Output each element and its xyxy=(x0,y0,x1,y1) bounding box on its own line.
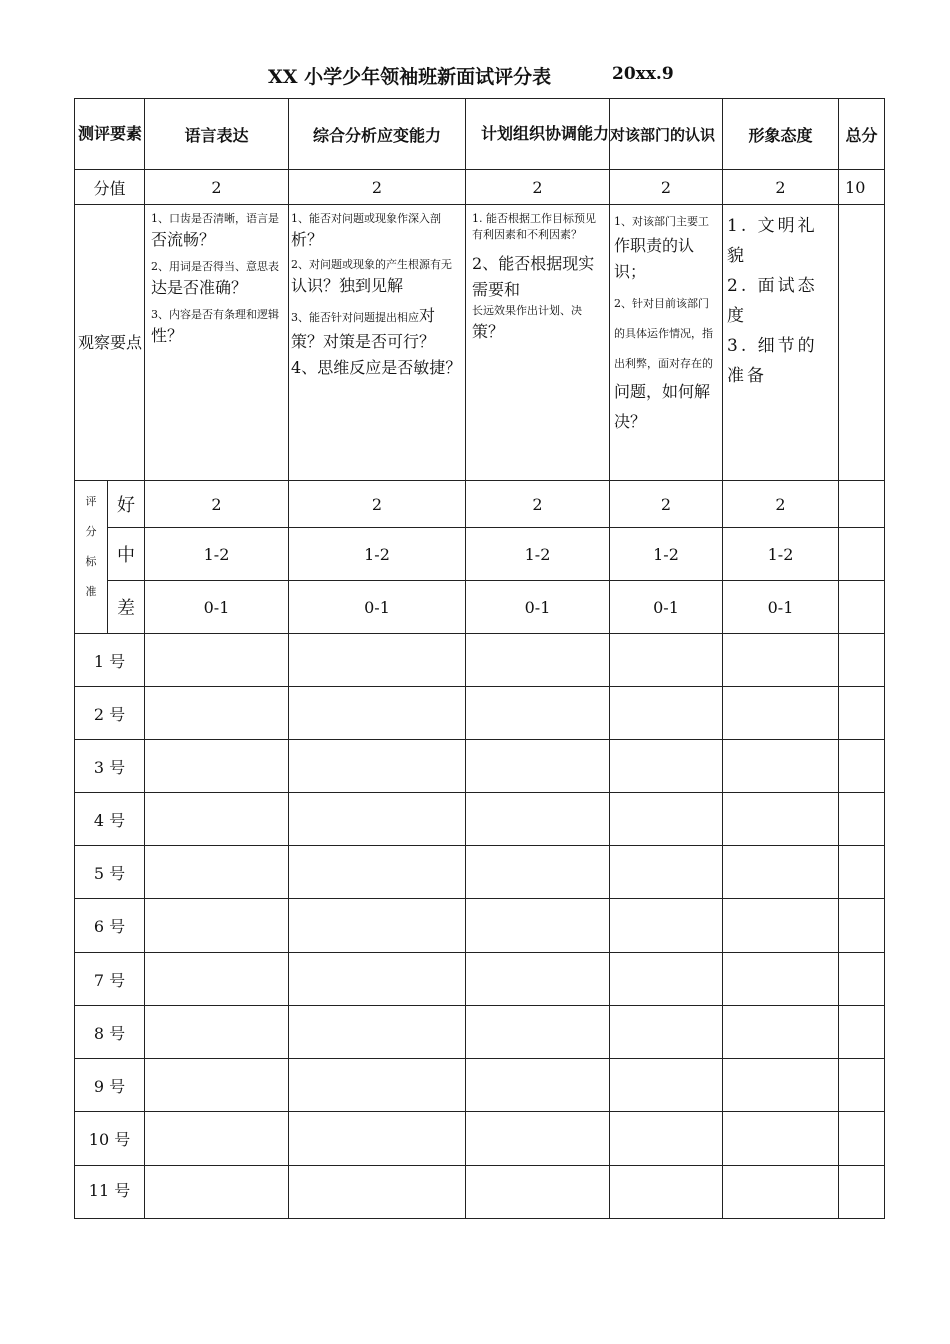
candidate-row xyxy=(75,793,885,846)
rating-level: 中 xyxy=(108,528,145,581)
obs-text: 2. 面试态度 xyxy=(727,276,818,326)
rating-label-char: 分 xyxy=(85,525,97,538)
rating-label-char: 标 xyxy=(85,555,97,568)
candidate-row xyxy=(75,1059,885,1112)
candidate-label: 9 号 xyxy=(75,1059,145,1112)
document-title xyxy=(0,62,950,90)
obs-text: 2、对问题或现象的产生根源有无 xyxy=(291,258,453,271)
candidate-row xyxy=(75,687,885,740)
rating-row-poor xyxy=(75,581,885,634)
obs-text: 3. 细节的准备 xyxy=(727,336,818,386)
score-cell[interactable] xyxy=(289,1059,466,1112)
rating-total xyxy=(839,481,885,528)
candidate-row xyxy=(75,634,885,687)
score-cell[interactable] xyxy=(466,1006,610,1059)
obs-text: 2、针对目前该部门 的具体运作情况，指 出利弊，面对存在的 xyxy=(614,297,714,370)
obs-text: 4、思维反应是否敏捷？ xyxy=(291,358,462,377)
rating-value: 2 xyxy=(289,481,466,528)
obs-text: 析？ xyxy=(291,230,324,249)
score-value: 2 xyxy=(289,170,466,205)
score-cell[interactable] xyxy=(466,846,610,899)
score-cell[interactable] xyxy=(466,740,610,793)
score-cell[interactable] xyxy=(466,1059,610,1112)
rating-value: 0-1 xyxy=(723,581,839,634)
candidate-row xyxy=(75,740,885,793)
obs-text: 1、口齿是否清晰，语言是 xyxy=(151,212,280,225)
score-cell[interactable] xyxy=(466,1112,610,1166)
obs-text: 3、内容是否有条理和逻辑 xyxy=(151,308,280,321)
rating-value: 2 xyxy=(610,481,723,528)
rating-value: 2 xyxy=(466,481,610,528)
score-cell[interactable] xyxy=(610,846,723,899)
rating-value: 1-2 xyxy=(723,528,839,581)
rating-value: 2 xyxy=(723,481,839,528)
score-cell[interactable] xyxy=(610,1006,723,1059)
score-cell[interactable] xyxy=(723,899,839,953)
rating-value: 1-2 xyxy=(466,528,610,581)
rating-value: 1-2 xyxy=(610,528,723,581)
score-cell[interactable] xyxy=(145,1006,289,1059)
total-cell[interactable] xyxy=(839,899,885,953)
header-row xyxy=(75,99,885,170)
obs-text: 1、能否对问题或现象作深入剖 xyxy=(291,212,442,225)
score-cell[interactable] xyxy=(289,953,466,1006)
candidate-label: 1 号 xyxy=(75,634,145,687)
obs-text: 问题，如何解决？ xyxy=(614,382,711,431)
total-cell[interactable] xyxy=(839,1112,885,1166)
score-cell[interactable] xyxy=(145,1112,289,1166)
obs-text: 对策？对策是否可行？ xyxy=(291,306,436,351)
rating-row-medium xyxy=(75,528,885,581)
score-cell[interactable] xyxy=(610,1112,723,1166)
header-planning: 计划组织协调能力 xyxy=(466,99,610,170)
total-cell[interactable] xyxy=(839,953,885,1006)
observation-label: 观察要点 xyxy=(75,205,145,481)
score-cell[interactable] xyxy=(145,899,289,953)
score-cell[interactable] xyxy=(466,634,610,687)
rating-value: 0-1 xyxy=(289,581,466,634)
score-cell[interactable] xyxy=(145,1166,289,1219)
rating-value: 0-1 xyxy=(610,581,723,634)
title-main: XX 小学少年领袖班新面试评分表 xyxy=(268,66,552,88)
obs-text: 3、能否针对问题提出相应 xyxy=(291,311,420,324)
obs-text: 作职责的认识； xyxy=(614,236,695,281)
obs-text: 认识？独到见解 xyxy=(291,276,404,295)
candidate-label: 3 号 xyxy=(75,740,145,793)
score-cell[interactable] xyxy=(610,1166,723,1219)
score-cell[interactable] xyxy=(466,1166,610,1219)
total-cell[interactable] xyxy=(839,687,885,740)
score-cell[interactable] xyxy=(610,1059,723,1112)
header-department: 对该部门的认识 xyxy=(610,99,723,170)
candidate-label: 5 号 xyxy=(75,846,145,899)
score-total: 10 xyxy=(839,170,885,205)
candidate-row xyxy=(75,1006,885,1059)
candidate-label: 10 号 xyxy=(75,1112,145,1166)
score-cell[interactable] xyxy=(289,1112,466,1166)
rating-label-char: 准 xyxy=(85,585,97,598)
rating-value: 2 xyxy=(145,481,289,528)
obs-text: 长远效果作出计划、决 xyxy=(472,304,583,317)
obs-text: 性？ xyxy=(151,326,184,345)
candidate-label: 7 号 xyxy=(75,953,145,1006)
header-criteria: 测评要素 xyxy=(75,99,145,170)
score-cell[interactable] xyxy=(466,899,610,953)
obs-text: 2、能否根据现实需要和 xyxy=(472,254,595,299)
score-cell[interactable] xyxy=(289,687,466,740)
score-cell[interactable] xyxy=(723,1006,839,1059)
obs-text: 1. 能否根据工作目标预见 有利因素和不利因素？ xyxy=(472,212,597,241)
title-date: 20xx.9 xyxy=(612,64,674,84)
total-cell[interactable] xyxy=(839,1059,885,1112)
scoring-table xyxy=(74,98,885,1219)
score-cell[interactable] xyxy=(145,740,289,793)
score-cell[interactable] xyxy=(723,634,839,687)
score-cell[interactable] xyxy=(289,899,466,953)
rating-total xyxy=(839,581,885,634)
score-cell[interactable] xyxy=(289,740,466,793)
candidate-label: 2 号 xyxy=(75,687,145,740)
obs-text: 2、用词是否得当、意思表 xyxy=(151,260,280,273)
score-cell[interactable] xyxy=(723,953,839,1006)
candidate-label: 4 号 xyxy=(75,793,145,846)
candidate-label: 6 号 xyxy=(75,899,145,953)
header-total: 总分 xyxy=(839,99,885,170)
obs-text: 策？ xyxy=(472,322,505,341)
observation-department xyxy=(610,205,723,481)
score-label: 分值 xyxy=(75,170,145,205)
candidate-row xyxy=(75,899,885,953)
observation-planning xyxy=(466,205,610,481)
candidate-row xyxy=(75,1112,885,1166)
observation-analysis xyxy=(289,205,466,481)
score-cell[interactable] xyxy=(610,634,723,687)
rating-row-good xyxy=(75,481,885,528)
candidate-row xyxy=(75,846,885,899)
score-cell[interactable] xyxy=(610,740,723,793)
header-language: 语言表达 xyxy=(145,99,289,170)
score-value: 2 xyxy=(466,170,610,205)
score-cell[interactable] xyxy=(289,1006,466,1059)
candidate-row xyxy=(75,953,885,1006)
observation-total xyxy=(839,205,885,481)
total-cell[interactable] xyxy=(839,1166,885,1219)
total-cell[interactable] xyxy=(839,1006,885,1059)
score-cell[interactable] xyxy=(723,1059,839,1112)
rating-value: 0-1 xyxy=(466,581,610,634)
score-cell[interactable] xyxy=(145,846,289,899)
score-cell[interactable] xyxy=(723,1166,839,1219)
observation-attitude xyxy=(723,205,839,481)
score-cell[interactable] xyxy=(610,687,723,740)
rating-level: 差 xyxy=(108,581,145,634)
score-value: 2 xyxy=(145,170,289,205)
total-cell[interactable] xyxy=(839,740,885,793)
rating-value: 1-2 xyxy=(145,528,289,581)
score-cell[interactable] xyxy=(723,687,839,740)
score-cell[interactable] xyxy=(289,846,466,899)
score-cell[interactable] xyxy=(289,1166,466,1219)
score-cell[interactable] xyxy=(145,687,289,740)
score-row xyxy=(75,170,885,205)
observation-language xyxy=(145,205,289,481)
rating-level: 好 xyxy=(108,481,145,528)
obs-text: 1、对该部门主要工 xyxy=(614,215,710,228)
score-cell[interactable] xyxy=(610,793,723,846)
score-cell[interactable] xyxy=(145,1059,289,1112)
total-cell[interactable] xyxy=(839,793,885,846)
score-value: 2 xyxy=(610,170,723,205)
score-cell[interactable] xyxy=(466,687,610,740)
score-cell[interactable] xyxy=(610,899,723,953)
score-cell[interactable] xyxy=(145,793,289,846)
score-cell[interactable] xyxy=(466,793,610,846)
candidate-label: 8 号 xyxy=(75,1006,145,1059)
score-cell[interactable] xyxy=(145,953,289,1006)
header-analysis: 综合分析应变能力 xyxy=(289,99,466,170)
rating-label-char: 评 xyxy=(85,495,97,508)
total-cell[interactable] xyxy=(839,846,885,899)
obs-text: 否流畅？ xyxy=(151,230,216,249)
score-cell[interactable] xyxy=(723,793,839,846)
score-cell[interactable] xyxy=(723,846,839,899)
score-cell[interactable] xyxy=(723,740,839,793)
header-attitude: 形象态度 xyxy=(723,99,839,170)
score-cell[interactable] xyxy=(466,953,610,1006)
observation-row xyxy=(75,205,885,481)
rating-value: 1-2 xyxy=(289,528,466,581)
total-cell[interactable] xyxy=(839,634,885,687)
rating-value: 0-1 xyxy=(145,581,289,634)
score-cell[interactable] xyxy=(289,793,466,846)
candidate-row xyxy=(75,1166,885,1219)
score-cell[interactable] xyxy=(723,1112,839,1166)
score-cell[interactable] xyxy=(289,634,466,687)
obs-text: 达是否准确？ xyxy=(151,278,248,297)
rating-total xyxy=(839,528,885,581)
rating-label xyxy=(75,481,108,634)
score-cell[interactable] xyxy=(610,953,723,1006)
score-value: 2 xyxy=(723,170,839,205)
obs-text: 1. 文明礼貌 xyxy=(727,216,818,266)
candidate-label: 11 号 xyxy=(75,1166,145,1219)
score-cell[interactable] xyxy=(145,634,289,687)
